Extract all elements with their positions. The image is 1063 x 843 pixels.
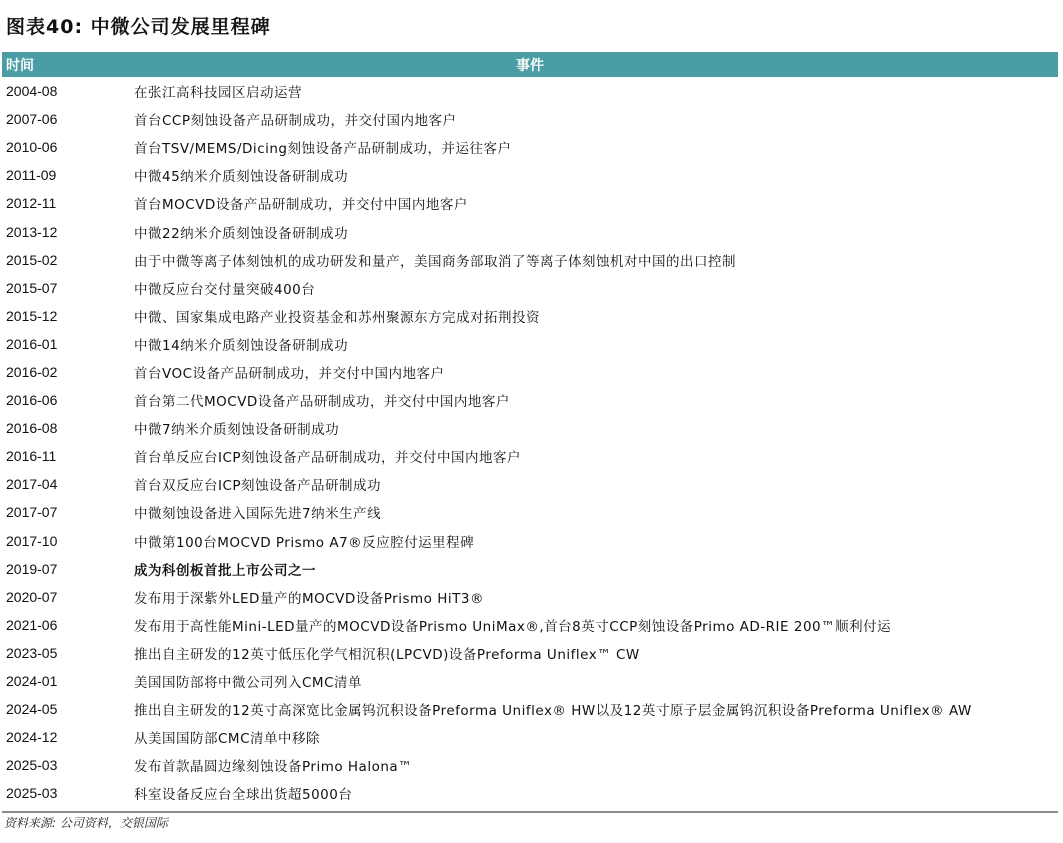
row-event: 从美国国防部CMC清单中移除 [134,731,320,748]
row-event: 中微反应台交付量突破400台 [134,281,316,298]
row-event: 在张江高科技园区启动运营 [134,85,302,102]
source-note: 资料来源: 公司资料，交银国际 [4,816,168,830]
row-event: 中微14纳米介质刻蚀设备研制成功 [134,337,349,354]
row-date: 2024-12 [6,729,58,746]
row-event: 中微22纳米介质刻蚀设备研制成功 [134,225,349,242]
row-date: 2019-07 [6,560,58,577]
table-row [2,217,1058,245]
row-date: 2016-01 [6,335,58,352]
table-row [2,414,1058,442]
table-row [2,189,1058,217]
row-date: 2004-08 [6,83,58,100]
row-event: 首台TSV/MEMS/Dicing刻蚀设备产品研制成功，并运往客户 [134,141,512,158]
row-event: 中微第100台MOCVD Prismo A7®反应腔付运里程碑 [134,534,475,551]
row-event: 发布用于深紫外LED量产的MOCVD设备Prismo HiT3® [134,590,484,607]
row-date: 2017-07 [6,504,58,521]
row-date: 2015-07 [6,279,58,296]
row-date: 2025-03 [6,785,58,802]
row-event: 中微45纳米介质刻蚀设备研制成功 [134,169,349,186]
row-date: 2017-04 [6,476,58,493]
row-date: 2021-06 [6,616,58,633]
row-date: 2011-09 [6,167,57,184]
table-row [2,611,1058,639]
row-date: 2024-01 [6,673,58,690]
row-event: 推出自主研发的12英寸低压化学气相沉积(LPCVD)设备Preforma Uniflex™ CW [134,646,640,663]
row-event: 成为科创板首批上市公司之一 [134,562,316,579]
table-body [2,77,1058,807]
row-date: 2025-03 [6,757,58,774]
table-row [2,133,1058,161]
table-row [2,302,1058,330]
page-title: 图表40: 中微公司发展里程碑 [6,16,271,38]
milestone-table [2,52,1058,813]
table-row [2,358,1058,386]
row-date: 2024-05 [6,701,58,718]
row-event: 首台CCP刻蚀设备产品研制成功，并交付国内地客户 [134,113,457,130]
row-event: 首台单反应台ICP刻蚀设备产品研制成功，并交付中国内地客户 [134,450,522,467]
table-header [2,52,1058,77]
row-event: 中微、国家集成电路产业投资基金和苏州聚源东方完成对拓荆投资 [134,309,540,326]
row-date: 2016-06 [6,392,58,409]
table-row [2,246,1058,274]
row-event: 推出自主研发的12英寸高深宽比金属钨沉积设备Preforma Uniflex® HW以及12英寸原子层金属钨沉积设备Preforma Uniflex® AW [134,703,972,720]
row-date: 2015-12 [6,307,58,324]
row-date: 2012-11 [6,195,57,212]
table-row [2,667,1058,695]
table-row [2,105,1058,133]
row-date: 2016-02 [6,363,58,380]
table-row [2,583,1058,611]
row-event: 由于中微等离子体刻蚀机的成功研发和量产，美国商务部取消了等离子体刻蚀机对中国的出口控制 [134,253,736,270]
row-event: 首台第二代MOCVD设备产品研制成功，并交付中国内地客户 [134,394,510,411]
table-row [2,161,1058,189]
table-row [2,779,1058,807]
table-row [2,274,1058,302]
row-date: 2016-11 [6,448,57,465]
row-event: 首台VOC设备产品研制成功，并交付中国内地客户 [134,365,445,382]
table-row [2,442,1058,470]
table-row [2,723,1058,751]
table-row [2,527,1058,555]
row-event: 中微刻蚀设备进入国际先进7纳米生产线 [134,506,382,523]
table-row [2,386,1058,414]
row-date: 2013-12 [6,223,58,240]
row-date: 2020-07 [6,588,58,605]
table-row [2,330,1058,358]
table-row [2,639,1058,667]
table-row [2,77,1058,105]
table-row [2,498,1058,526]
row-date: 2010-06 [6,139,58,156]
row-date: 2023-05 [6,644,58,661]
header-time: 时间 [6,57,34,74]
table-row [2,555,1058,583]
table-row [2,695,1058,723]
table-row [2,751,1058,779]
row-date: 2007-06 [6,111,58,128]
row-date: 2015-02 [6,251,58,268]
table-row [2,470,1058,498]
row-event: 首台MOCVD设备产品研制成功，并交付中国内地客户 [134,197,468,214]
row-event: 美国国防部将中微公司列入CMC清单 [134,675,362,692]
row-event: 中微7纳米介质刻蚀设备研制成功 [134,422,340,439]
row-event: 科室设备反应台全球出货超5000台 [134,787,353,804]
row-event: 发布首款晶圆边缘刻蚀设备Primo Halona™ [134,759,413,776]
header-event: 事件 [516,57,544,74]
row-event: 发布用于高性能Mini-LED量产的MOCVD设备Prismo UniMax®,首台8英寸CCP刻蚀设备Primo AD-RIE 200™顺利付运 [134,618,892,635]
row-date: 2016-08 [6,420,58,437]
row-event: 首台双反应台ICP刻蚀设备产品研制成功 [134,478,382,495]
row-date: 2017-10 [6,532,58,549]
